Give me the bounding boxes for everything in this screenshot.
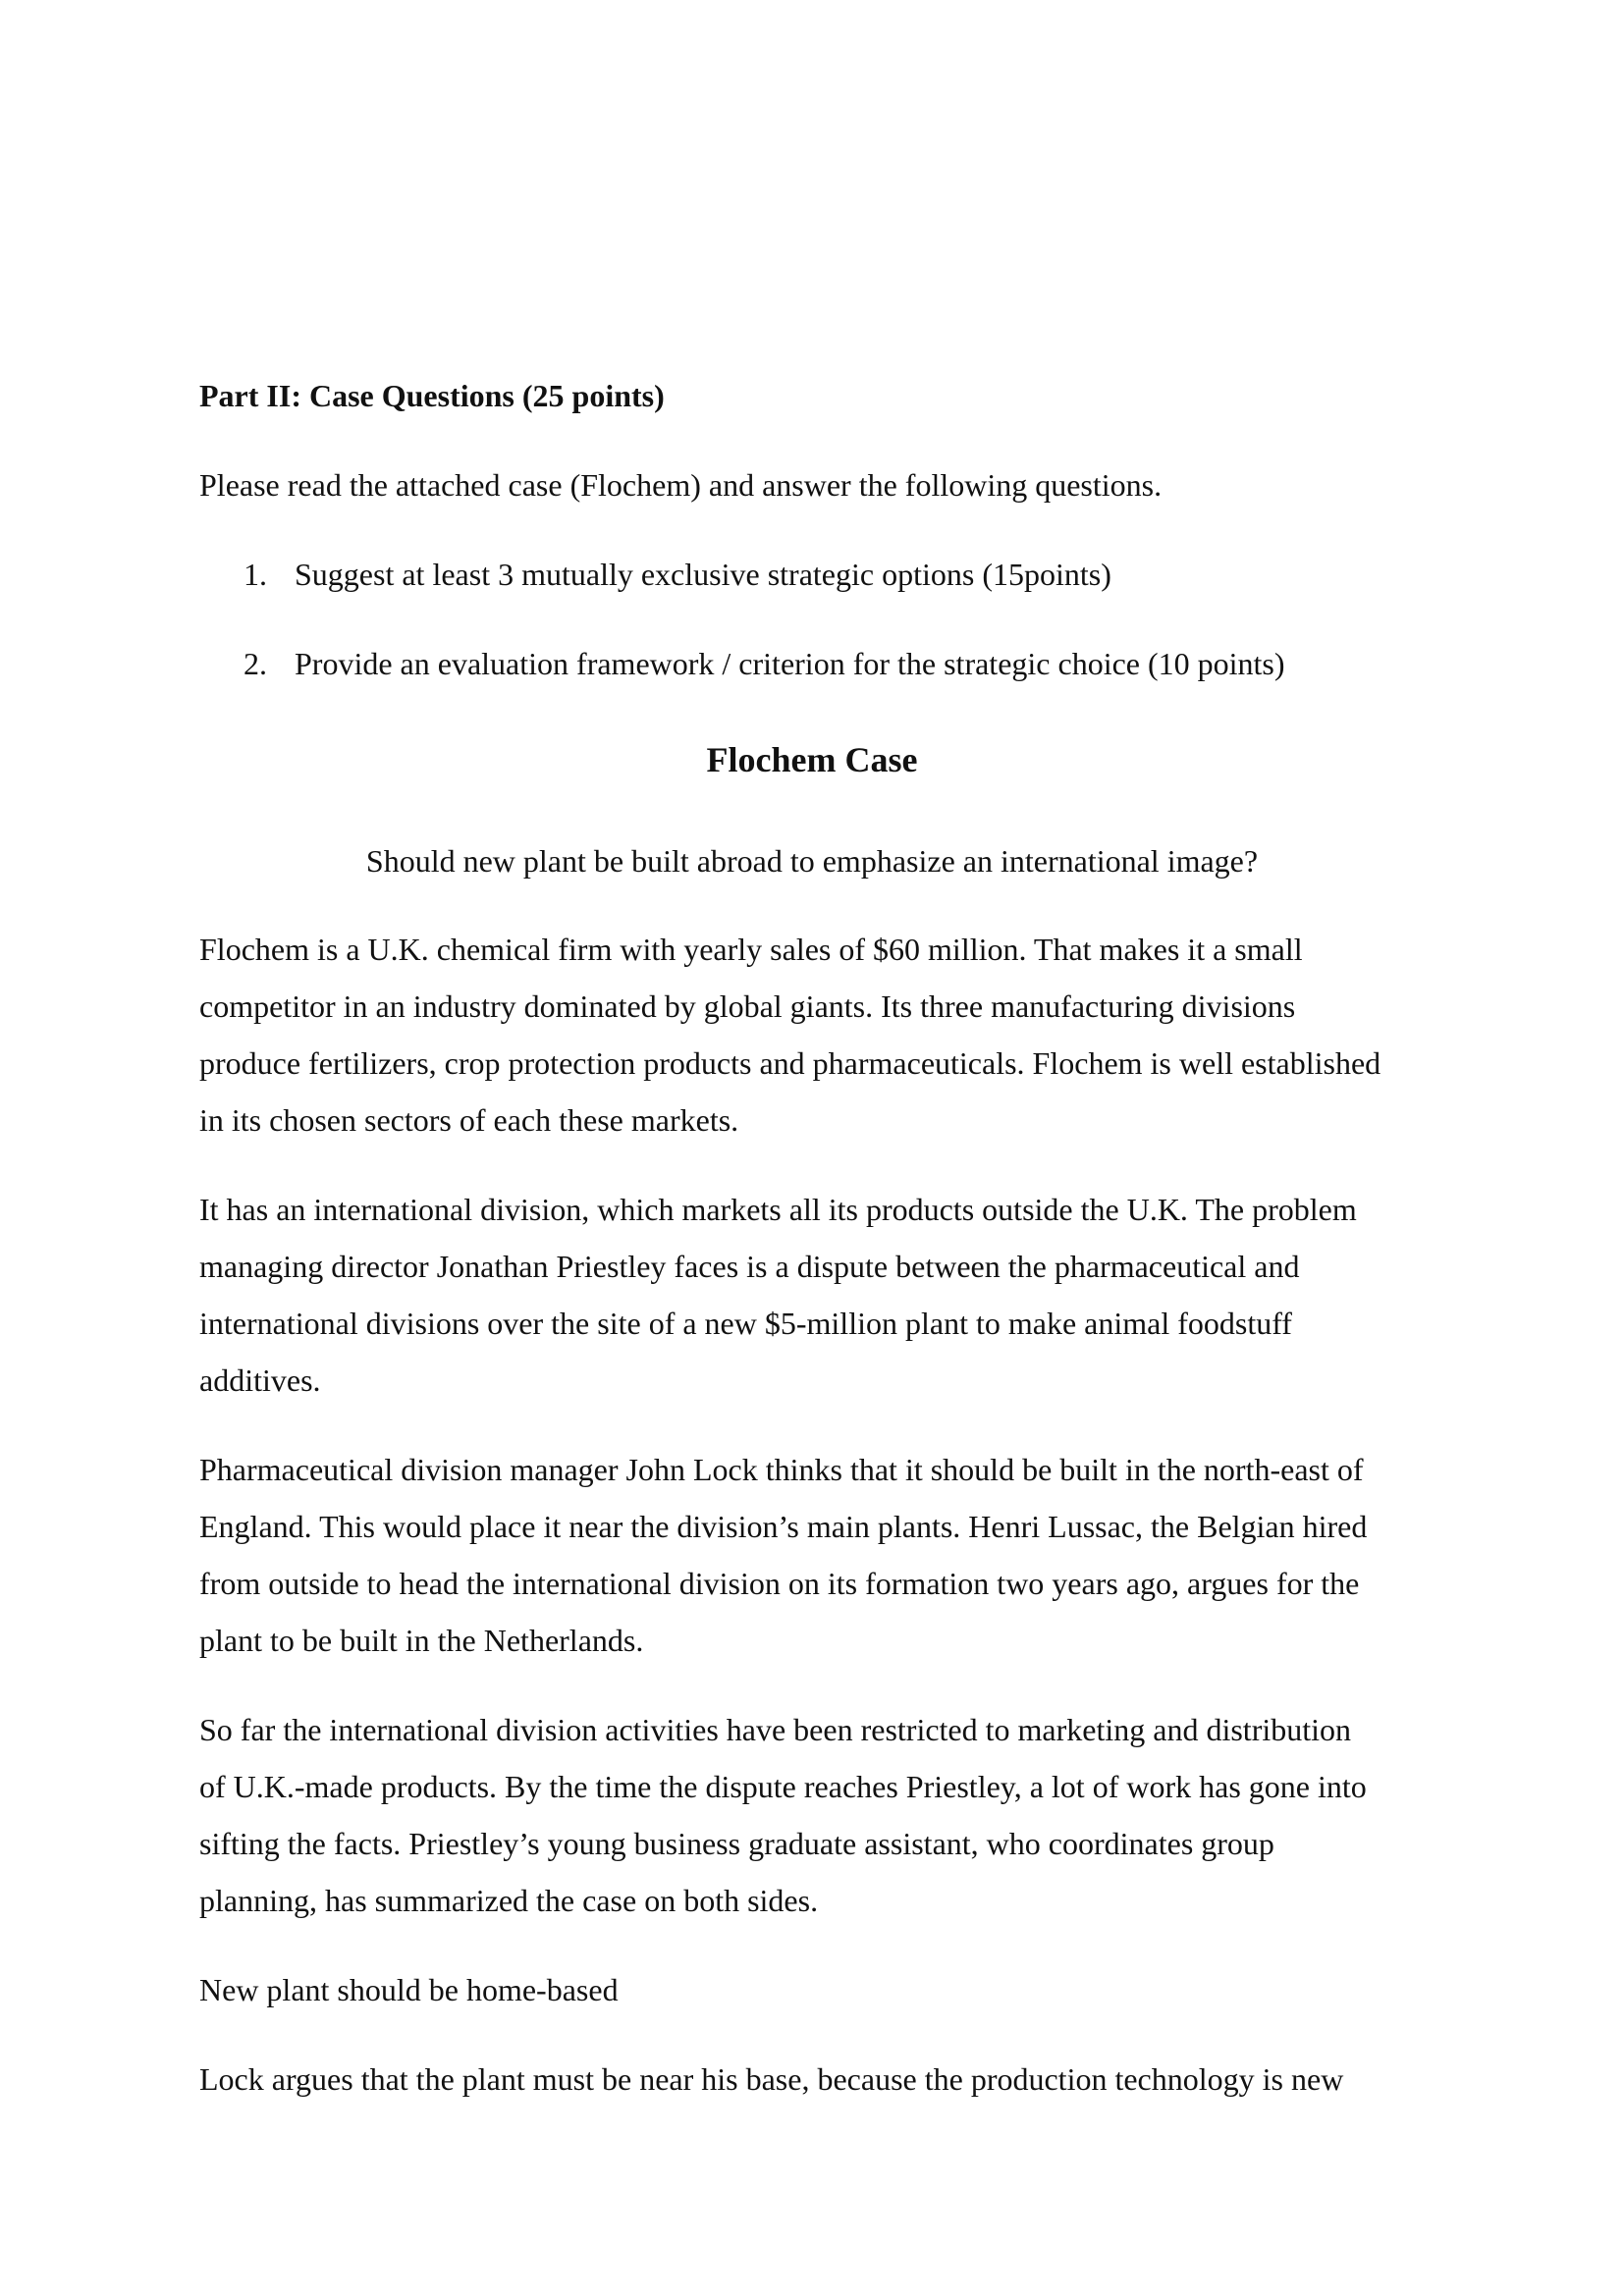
question-number: 1. <box>244 557 267 592</box>
paragraph-line: additives. <box>199 1362 321 1398</box>
question-item <box>244 644 1285 683</box>
paragraph-line: international divisions over the site of a new $5-million plant to make animal foodstuff <box>199 1306 1292 1341</box>
paragraph-line: Flochem is a U.K. chemical firm with yearly sales of $60 million. That makes it a small <box>199 932 1303 967</box>
paragraph-line: Pharmaceutical division manager John Lock thinks that it should be built in the north-east of <box>199 1452 1364 1487</box>
question-item <box>244 555 1111 594</box>
paragraph-line: in its chosen sectors of each these markets. <box>199 1102 739 1138</box>
paragraph-line: It has an international division, which markets all its products outside the U.K. The problem <box>199 1192 1357 1227</box>
paragraph-line: England. This would place it near the division’s main plants. Henri Lussac, the Belgian hired <box>199 1509 1368 1544</box>
paragraph-line: managing director Jonathan Priestley faces is a dispute between the pharmaceutical and <box>199 1249 1300 1284</box>
question-number: 2. <box>244 646 267 681</box>
paragraph-line: So far the international division activities have been restricted to marketing and distribution <box>199 1712 1352 1747</box>
paragraph-line: of U.K.-made products. By the time the dispute reaches Priestley, a lot of work has gone into <box>199 1769 1367 1804</box>
paragraph-line: sifting the facts. Priestley’s young business graduate assistant, who coordinates group <box>199 1826 1274 1861</box>
question-text: Suggest at least 3 mutually exclusive strategic options (15points) <box>295 557 1111 592</box>
paragraph-line: from outside to head the international division on its formation two years ago, argues for the <box>199 1566 1360 1601</box>
section-subheading: New plant should be home-based <box>199 1972 619 2007</box>
paragraph-line: planning, has summarized the case on both sides. <box>199 1883 819 1918</box>
paragraph-line: Lock argues that the plant must be near his base, because the production technology is new <box>199 2061 1344 2097</box>
paragraph-line: plant to be built in the Netherlands. <box>199 1623 644 1658</box>
case-subtitle: Should new plant be built abroad to emphasize an international image? <box>365 843 1259 879</box>
part-heading: Part II: Case Questions (25 points) <box>199 378 665 413</box>
paragraph-line: produce fertilizers, crop protection products and pharmaceuticals. Flochem is well established <box>199 1045 1381 1081</box>
intro-text: Please read the attached case (Flochem) and answer the following questions. <box>199 467 1163 503</box>
case-title: Flochem Case <box>706 740 918 779</box>
question-text: Provide an evaluation framework / criterion for the strategic choice (10 points) <box>295 646 1285 681</box>
paragraph-line: competitor in an industry dominated by global giants. Its three manufacturing divisions <box>199 988 1296 1024</box>
